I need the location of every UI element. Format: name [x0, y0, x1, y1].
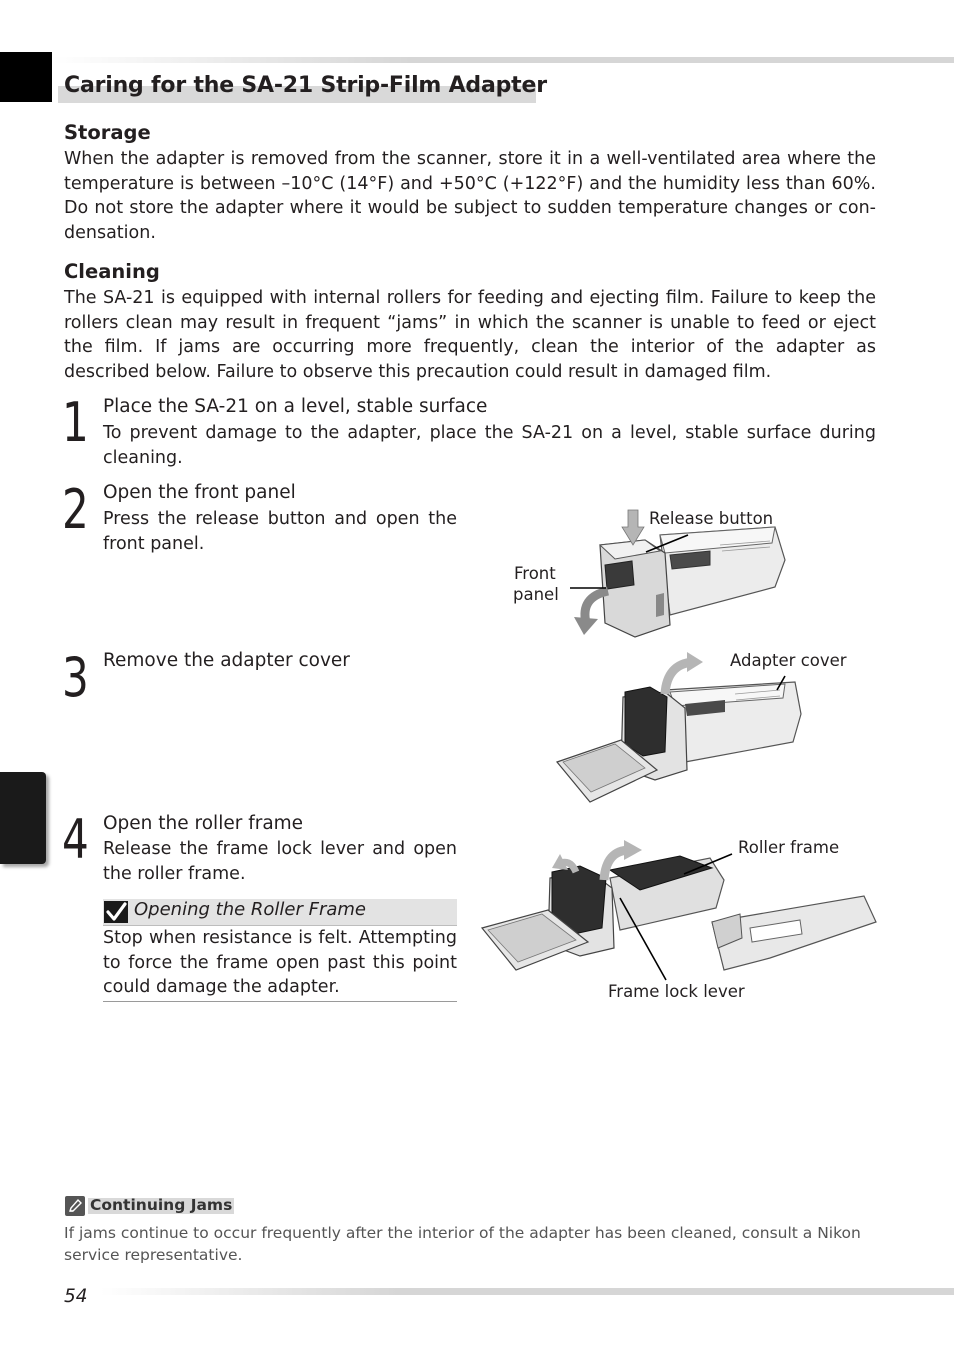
roller-frame-illustration	[480, 838, 880, 978]
storage-body: When the adapter is removed from the scanner, store it in a well-ventilated area where the temperature is between –10°C (14°F) and +50°C (+122°F) and the humidity less than 60%. Do not store the adapter where it would be subject to sudden temperature changes or con-densation.	[64, 149, 876, 243]
roller-frame-label: Roller frame	[738, 838, 840, 857]
adapter-cover-illustration	[555, 652, 805, 804]
footer-rule	[100, 1288, 954, 1295]
front-panel-label-line1: Front	[514, 564, 556, 583]
checkmark-icon	[104, 901, 128, 923]
step-1-title: Place the SA-21 on a level, stable surface	[103, 396, 488, 417]
step-3-title: Remove the adapter cover	[103, 650, 350, 671]
storage-heading: Storage	[64, 121, 151, 144]
caution-note-body: Stop when resistance is felt. Attempting to force the frame open past this point could damage the adapter.	[103, 928, 457, 997]
caution-note-rule	[103, 1001, 457, 1002]
caution-note-title: Opening the Roller Frame	[134, 899, 367, 920]
header-rule	[52, 57, 954, 63]
step-3-number: 3	[62, 646, 89, 709]
adapter-cover-label: Adapter cover	[730, 651, 847, 670]
step-4-title: Open the roller frame	[103, 813, 304, 834]
step-4-body: Release the frame lock lever and open the roller frame.	[103, 839, 457, 884]
chapter-side-tab	[0, 772, 46, 864]
step-4-number: 4	[62, 808, 89, 871]
step-1-body: To prevent damage to the adapter, place the SA-21 on a level, stable surface during cleaning.	[103, 423, 876, 468]
step-2-number: 2	[62, 478, 89, 541]
step-1-number: 1	[62, 391, 89, 454]
cleaning-heading: Cleaning	[64, 260, 160, 283]
release-button-label: Release button	[649, 509, 774, 528]
page-number: 54	[64, 1286, 88, 1307]
cleaning-body: The SA-21 is equipped with internal rollers for feeding and ejecting film. Failure to keep the rollers clean may result in frequent “jams” in which the scanner is unable to feed or eject the film. If jams are occurring more frequently, clean the interior of the adapter as described below. Failure to observe this precaution could result in damaged film.	[64, 288, 876, 382]
front-panel-label-line2: panel	[513, 585, 559, 604]
tip-note-title: Continuing Jams	[90, 1196, 233, 1214]
pencil-icon	[65, 1196, 85, 1216]
step-2-title: Open the front panel	[103, 482, 296, 503]
chapter-marker	[0, 52, 52, 102]
tip-note-body: If jams continue to occur frequently after the interior of the adapter has been cleaned, consult a Nikon service representative.	[64, 1224, 861, 1264]
frame-lock-lever-label: Frame lock lever	[608, 982, 745, 1001]
step-2-body: Press the release button and open the front panel.	[103, 509, 457, 554]
section-title: Caring for the SA-21 Strip-Film Adapter	[64, 73, 547, 98]
